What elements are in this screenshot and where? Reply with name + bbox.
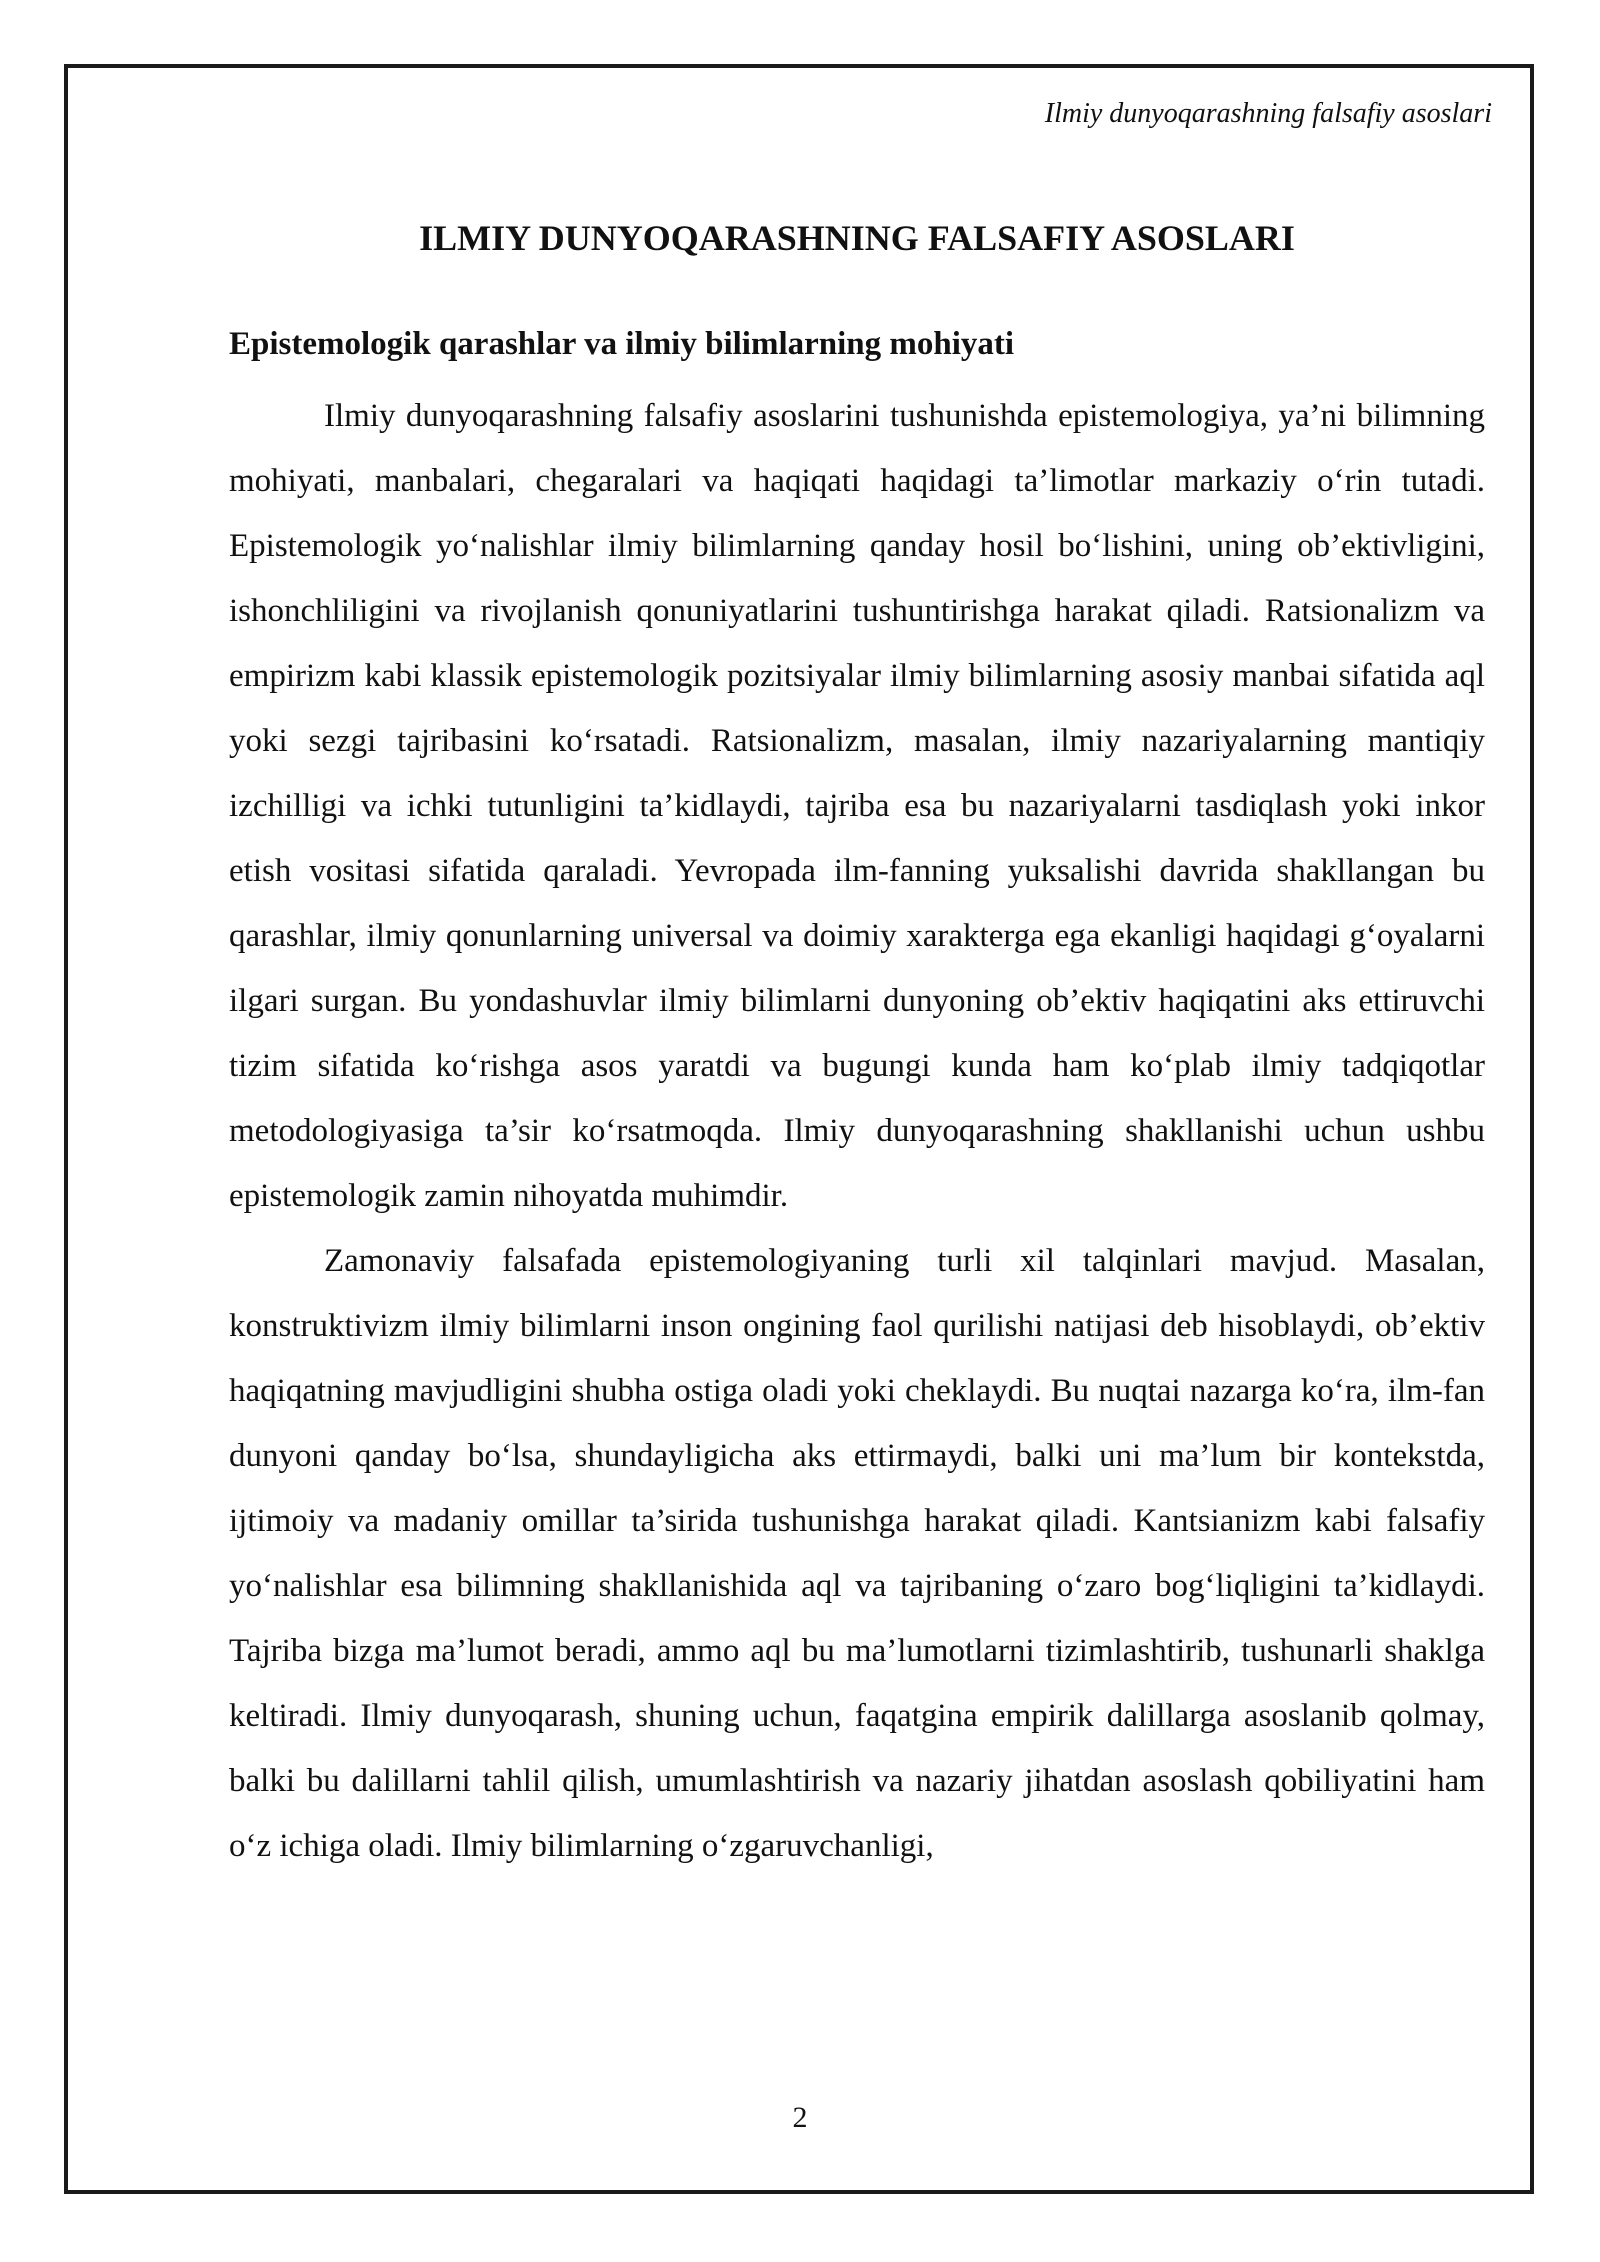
paragraph-1: Ilmiy dunyoqarashning falsafiy asoslarini tushunishda epistemologiya, ya’ni bilimning mohiyati, manbalari, chegaralari va haqiqati haqidagi ta’limotlar markaziy o‘rin tutadi. Epistemologik yo‘nalishlar ilmiy bilimlarning qanday hosil bo‘lishini, uning ob’ektivligini, ishonchliligini va rivojlanish qonuniyatlarini tushuntirishga harakat qiladi. Ratsionalizm va empirizm kabi klassik epistemologik pozitsiyalar ilmiy bilimlarning asosiy manbai sifatida aql yoki sezgi tajribasini ko‘rsatadi. Ratsionalizm, masalan, ilmiy nazariyalarning mantiqiy izchilligi va ichki tutunligini ta’kidlaydi, tajriba esa bu nazariyalarni tasdiqlash yoki inkor etish vositasi sifatida qaraladi. Yevropada ilm-fanning yuksalishi davrida shakllangan bu qarashlar, ilmiy qonunlarning universal va doimiy xarakterga ega ekanligi haqidagi g‘oyalarni ilgari surgan. Bu yondashuvlar ilmiy bilimlarni dunyoning ob’ektiv haqiqatini aks ettiruvchi tizim sifatida ko‘rishga asos yaratdi va bugungi kunda ham ko‘plab ilmiy tadqiqotlar metodologiyasiga ta’sir ko‘rsatmoqda. Ilmiy dunyoqarashning shakllanishi uchun ushbu epistemologik zamin nihoyatda muhimdir. bbox=[229, 398, 1485, 1214]
page-content bbox=[229, 210, 1485, 1879]
paragraph-2: Zamonaviy falsafada epistemologiyaning turli xil talqinlari mavjud. Masalan, konstruktivizm ilmiy bilimlarni inson ongining faol qurilishi natijasi deb hisoblaydi, ob’ektiv haqiqatning mavjudligini shubha ostiga oladi yoki cheklaydi. Bu nuqtai nazarga ko‘ra, ilm-fan dunyoni qanday bo‘lsa, shundayligicha aks ettirmaydi, balki uni ma’lum bir kontekstda, ijtimoiy va madaniy omillar ta’sirida tushunishga harakat qiladi. Kantsianizm kabi falsafiy yo‘nalishlar esa bilimning shakllanishida aql va tajribaning o‘zaro bog‘liqligini ta’kidlaydi. Tajriba bizga ma’lumot beradi, ammo aql bu ma’lumotlarni tizimlashtirib, tushunarli shaklga keltiradi. Ilmiy dunyoqarash, shuning uchun, faqatgina empirik dalillarga asoslanib qolmay, balki bu dalillarni tahlil qilish, umumlashtirish va nazariy jihatdan asoslash qobiliyatini ham o‘z ichiga oladi. Ilmiy bilimlarning o‘zgaruvchanligi, bbox=[229, 1243, 1485, 1864]
section-heading: Epistemologik qarashlar va ilmiy bilimlarning mohiyati bbox=[229, 326, 1015, 362]
page-number: 2 bbox=[792, 2101, 808, 2134]
running-header: Ilmiy dunyoqarashning falsafiy asoslari bbox=[1044, 98, 1492, 129]
document-title: ILMIY DUNYOQARASHNING FALSAFIY ASOSLARI bbox=[419, 218, 1295, 258]
